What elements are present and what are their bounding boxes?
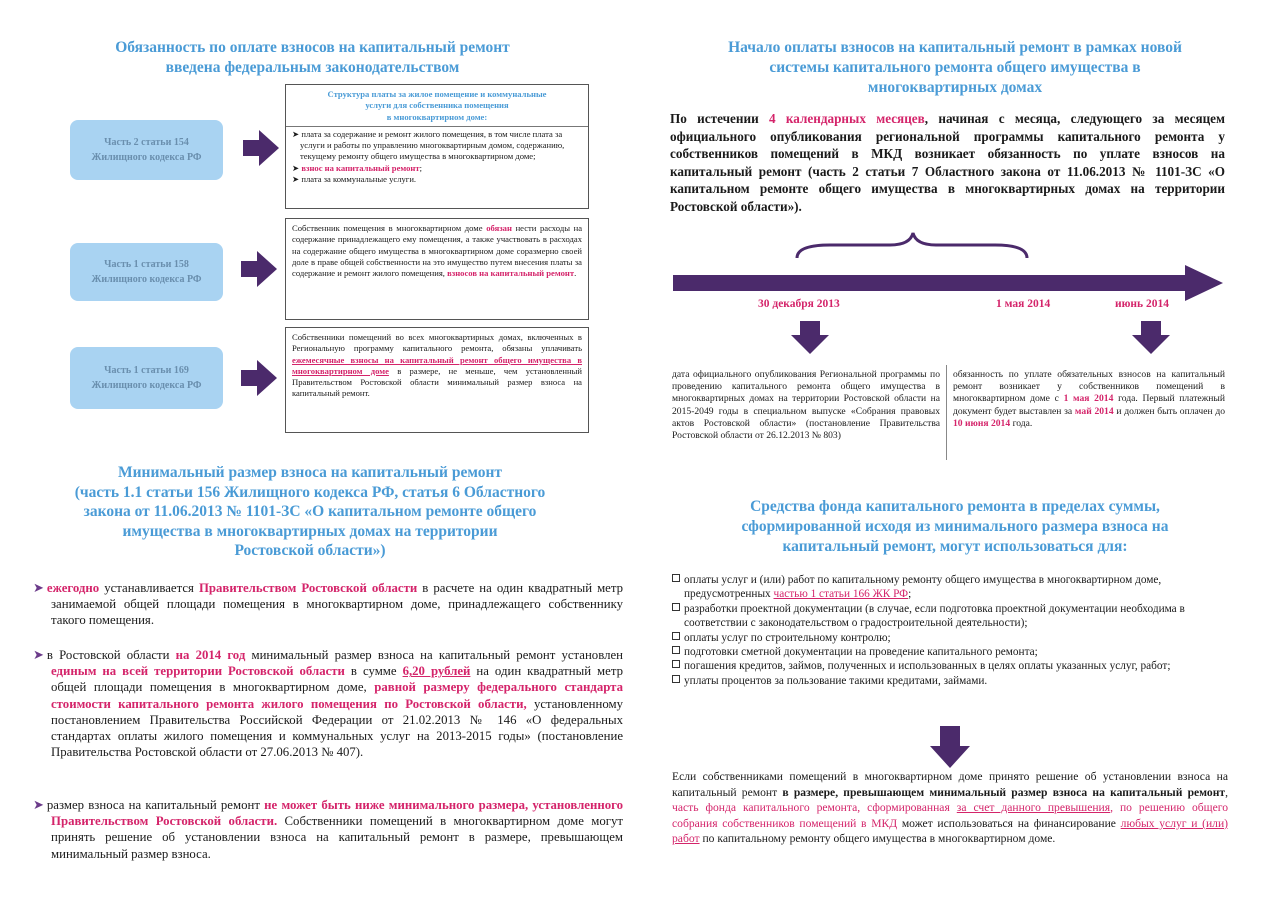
right-arrow-icon <box>243 130 279 166</box>
timeline <box>665 225 1235 360</box>
structure-item: ➤ взнос на капитальный ремонт; <box>292 162 422 173</box>
down-arrow-icon <box>1132 321 1170 354</box>
bullet-arrow-icon: ➤ <box>33 797 44 812</box>
list-item: разработки проектной документации (в случае, если подготовка проектной документации необходима в соответствии с законодательством о градостроительной деятельности); <box>672 602 1242 631</box>
list-item: оплаты услуг и (или) работ по капитальному ремонту общего имущества в многоквартирном доме, предусмотренных частью 1 статьи 166 ЖК РФ; <box>672 573 1242 602</box>
law-box-154: Часть 2 статьи 154 Жилищного кодекса РФ <box>70 120 223 180</box>
bullet-arrow-icon: ➤ <box>33 647 44 662</box>
list-item: погашения кредитов, займов, полученных и использованных в целях оплаты указанных услуг, работ; <box>672 659 1242 673</box>
structure-item: ➤ плата за содержание и ремонт жилого помещения, в том числе плата за услуги и работы по управлению многоквартирным домом, содержанию, текущему ремонту общего имущества в многоквартирном доме; <box>292 128 565 162</box>
date-dec-2013: 30 декабря 2013 <box>758 298 840 310</box>
final-paragraph: Если собственниками помещений в многоквартирном доме принято решение об установлении взноса на капитальный ремонт в размере, превышающем минимальный размер взноса на капитальный ремонт, часть фонда капитального ремонта, сформированная за счет данного превышения, по решению общего собрания собственников помещений в МКД может использоваться на финансирование любых услуг и (или) работ по капитальному ремонту общего имущества в многоквартирном доме. <box>672 770 1229 846</box>
date-may-2014: 1 мая 2014 <box>996 298 1051 310</box>
law-box-158: Часть 1 статьи 158 Жилищного кодекса РФ <box>70 243 223 301</box>
checkbox-square-icon <box>672 646 680 654</box>
checkbox-square-icon <box>672 660 680 668</box>
bullet-2014: ➤ в Ростовской области на 2014 год минимальный размер взноса на капитальный ремонт установлен единым на всей территории Ростовской области в сумме 6,20 рублей на один квадратный метр общей площади помещения в многоквартирном доме, равной размеру федерального стандарта стоимости капитального ремонта жилого помещения по Ростовской области, установленному постановлением Правительства Российской Федерации от 21.02.2013 № 146 «О федеральных стандартах оплаты жилого помещения и коммунальных услуг на 2013-2015 годы» (постановление Правительства Ростовской области от 27.06.2013 № 407). <box>33 647 624 760</box>
list-item: подготовки сметной документации на проведение капитального ремонта; <box>672 645 1242 659</box>
down-arrow-icon <box>791 321 829 354</box>
right-arrow-icon <box>241 360 277 396</box>
owner-obligation-box: Собственник помещения в многоквартирном доме обязан нести расходы на содержание принадлежащего ему помещения, а также участвовать в расходах на содержание общего имущества в многоквартирном доме соразмерно своей доле в праве общей собственности на это имущество путем внесения платы за содержание и ремонт жилого помещения, взносов на капитальный ремонт. <box>285 218 589 320</box>
structure-item: ➤ плата за коммунальные услуги. <box>292 174 417 185</box>
list-item: оплаты услуг по строительному контролю; <box>672 631 1242 645</box>
right-arrow-icon <box>241 251 277 287</box>
fund-usage-list <box>672 573 1242 688</box>
timeline-arrow <box>673 265 1223 301</box>
checkbox-square-icon <box>672 603 680 611</box>
minimum-size-title: Минимальный размер взноса на капитальный ремонт (часть 1.1 статьи 156 Жилищного кодекса РФ, статья 6 Областного закона от 11.06.2013 № 1101-ЗС «О капитальном ремонте общего имущества в многоквартирных домах на территории Ростовской области») <box>74 464 546 559</box>
down-arrow-icon <box>930 726 970 768</box>
right-title: Начало оплаты взносов на капитальный ремонт в рамках новой системы капитального ремонта общего имущества в многоквартирных домах <box>728 39 1182 96</box>
obligation-note: обязанность по уплате обязательных взносов на капитальный ремонт возникает у собственников помещений в многоквартирном доме с 1 мая 2014 года. Первый платежный документ будет выставлен за май 2014 и должен быть оплачен до 10 июня 2014 года. <box>953 369 1226 429</box>
law-box-169: Часть 1 статьи 169 Жилищного кодекса РФ <box>70 347 223 409</box>
monthly-payment-box: Собственники помещений во всех многоквартирных домах, включенных в Региональную программу капитального ремонта, обязаны уплачивать ежемесячные взносы на капитальный ремонт общего имущества в многоквартирном доме в размере, не меньше, чем установленный Правительством Ростовской области минимальный размер взноса на капитальный ремонт. <box>285 327 589 433</box>
checkbox-square-icon <box>672 574 680 582</box>
bullet-annual: ➤ ежегодно устанавливается Правительством Ростовской области в расчете на один квадратный метр занимаемой общей площади помещения в многоквартирном доме, принадлежащего собственнику такого помещения. <box>33 580 624 628</box>
fund-usage-title: Средства фонда капитального ремонта в пределах суммы, сформированной исходя из минимального размера взноса на капитальный ремонт, могут использоваться для: <box>741 498 1169 555</box>
date-june-2014: июнь 2014 <box>1115 298 1169 310</box>
bullet-arrow-icon: ➤ <box>33 580 44 595</box>
checkbox-square-icon <box>672 675 680 683</box>
list-item: уплаты процентов за пользование такими кредитами, займами. <box>672 674 1242 688</box>
bullet-not-below: ➤ размер взноса на капитальный ремонт не может быть ниже минимального размера, установленного Правительством Ростовской области. Собственники помещений в многоквартирном доме могут принять решение об установлении взноса на капитальный ремонт в размере, превышающем минимальный размер взноса. <box>33 797 624 861</box>
checkbox-square-icon <box>672 632 680 640</box>
vertical-divider <box>946 365 947 460</box>
brace-icon <box>797 233 1027 258</box>
publication-note: дата официального опубликования Региональной программы по проведению капитального ремонта общего имущества в многоквартирных домах на территории Ростовской области на 2015-2049 годы в специальном выпуске «Собрания правовых актов Ростовской области» (постановление Правительства Ростовской области от 26.12.2013 № 803) <box>672 369 940 442</box>
left-title: Обязанность по оплате взносов на капитальный ремонт введена федеральным законодательством <box>115 39 510 76</box>
payment-structure-box: Структура платы за жилое помещение и коммунальные услуги для собственника помещения в многоквартирном доме: ➤ плата за содержание и ремонт жилого помещения, в том числе плата за услуги и работы по управлению многоквартирным домом, содержанию, текущему ремонту общего имущества в многоквартирном доме; ➤ взнос на капитальный ремонт; ➤ плата за коммунальные услуги. <box>285 84 589 209</box>
payment-start-intro: По истечении 4 календарных месяцев, начиная с месяца, следующего за месяцем официального опубликования региональной программы капитального ремонта у собственников помещений в МКД возникает обязанность по уплате взносов на капитальный ремонт (часть 2 статьи 7 Областного закона от 11.06.2013 № 1101-ЗС «О капитальном ремонте общего имущества в многоквартирных домах на территории Ростовской области»). <box>670 111 1226 214</box>
